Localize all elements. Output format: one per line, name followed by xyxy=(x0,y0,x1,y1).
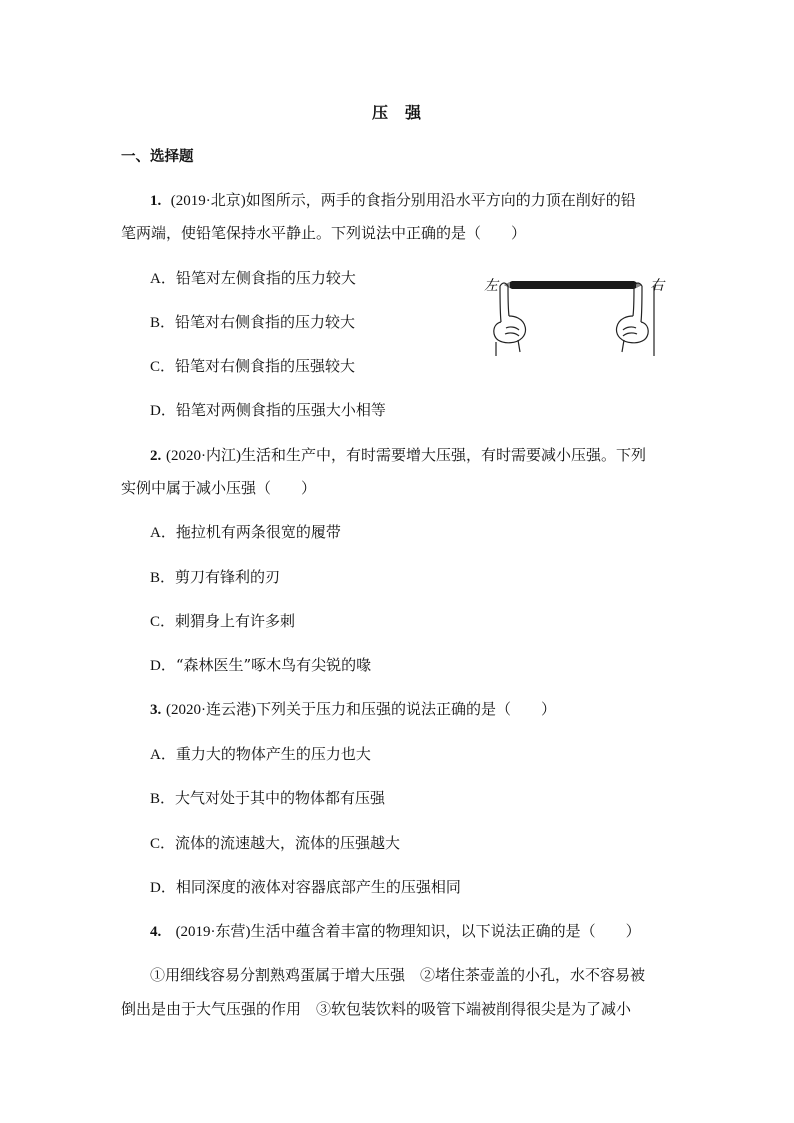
q2-option-b: B．剪刀有锋利的刃 xyxy=(150,568,281,586)
q2-option-c: C．刺猬身上有许多刺 xyxy=(150,612,296,630)
title-char-2: 强 xyxy=(405,103,423,122)
q3-text-1: 下列关于压力和压强的说法正确的是（ ） xyxy=(256,700,557,718)
q2-line-1 xyxy=(150,444,646,467)
q1-option-c: C．铅笔对右侧食指的压强较大 xyxy=(150,357,356,375)
q3-option-b: B．大气对处于其中的物体都有压强 xyxy=(150,789,386,807)
q1-option-b: B．铅笔对右侧食指的压力较大 xyxy=(150,313,356,331)
pencil-fingers-figure xyxy=(482,272,672,362)
figure-right-label: 右 xyxy=(650,278,664,294)
q1-option-d: D．铅笔对两侧食指的压强大小相等 xyxy=(150,401,386,419)
q1-line-1 xyxy=(150,189,636,212)
q1-number: 1. xyxy=(150,193,162,209)
q4-statement-line-2: 倒出是由于大气压强的作用 ③软包装饮料的吸管下端被削得很尖是为了减小 xyxy=(121,1000,632,1018)
q2-number: 2. xyxy=(150,448,162,464)
q1-line-2: 笔两端，使铅笔保持水平静止。下列说法中正确的是（ ） xyxy=(121,224,527,242)
pencil-icon xyxy=(504,281,642,289)
q4-text-1: 生活中蕴含着丰富的物理知识，以下说法正确的是（ ） xyxy=(250,922,641,940)
q4-source: (2019·东营) xyxy=(175,924,251,940)
q2-option-a: A．拖拉机有两条很宽的履带 xyxy=(150,523,341,541)
q3-number: 3. xyxy=(150,702,162,718)
figure-left-label: 左 xyxy=(484,278,498,294)
title-char-1: 压 xyxy=(371,103,389,122)
q4-number: 4. xyxy=(150,924,162,940)
q2-source: (2020·内江) xyxy=(166,448,242,464)
q1-text-1: 如图所示，两手的食指分别用沿水平方向的力顶在削好的铅 xyxy=(245,191,636,209)
q3-option-c: C．流体的流速越大，流体的压强越大 xyxy=(150,834,401,852)
q2-text-1: 生活和生产中，有时需要增大压强，有时需要减小压强。下列 xyxy=(241,446,647,464)
left-hand-icon xyxy=(494,283,526,356)
section-heading: 一、选择题 xyxy=(121,149,194,165)
q2-line-2: 实例中属于减小压强（ ） xyxy=(121,479,317,497)
right-hand-icon xyxy=(617,283,654,356)
q3-line-1 xyxy=(150,698,556,721)
q2-option-d: D．“森林医生”啄木鸟有尖锐的喙 xyxy=(150,656,372,674)
q3-source: (2020·连云港) xyxy=(166,702,257,718)
page-title xyxy=(0,100,794,123)
q3-option-a: A．重力大的物体产生的压力也大 xyxy=(150,745,371,763)
q3-option-d: D．相同深度的液体对容器底部产生的压强相同 xyxy=(150,878,461,896)
q4-statement-line-1: ①用细线容易分割熟鸡蛋属于增大压强 ②堵住茶壶盖的小孔，水不容易被 xyxy=(150,966,646,984)
q1-option-a: A．铅笔对左侧食指的压力较大 xyxy=(150,269,356,287)
q4-line-1 xyxy=(150,920,641,943)
q1-source: (2019·北京) xyxy=(170,193,246,209)
